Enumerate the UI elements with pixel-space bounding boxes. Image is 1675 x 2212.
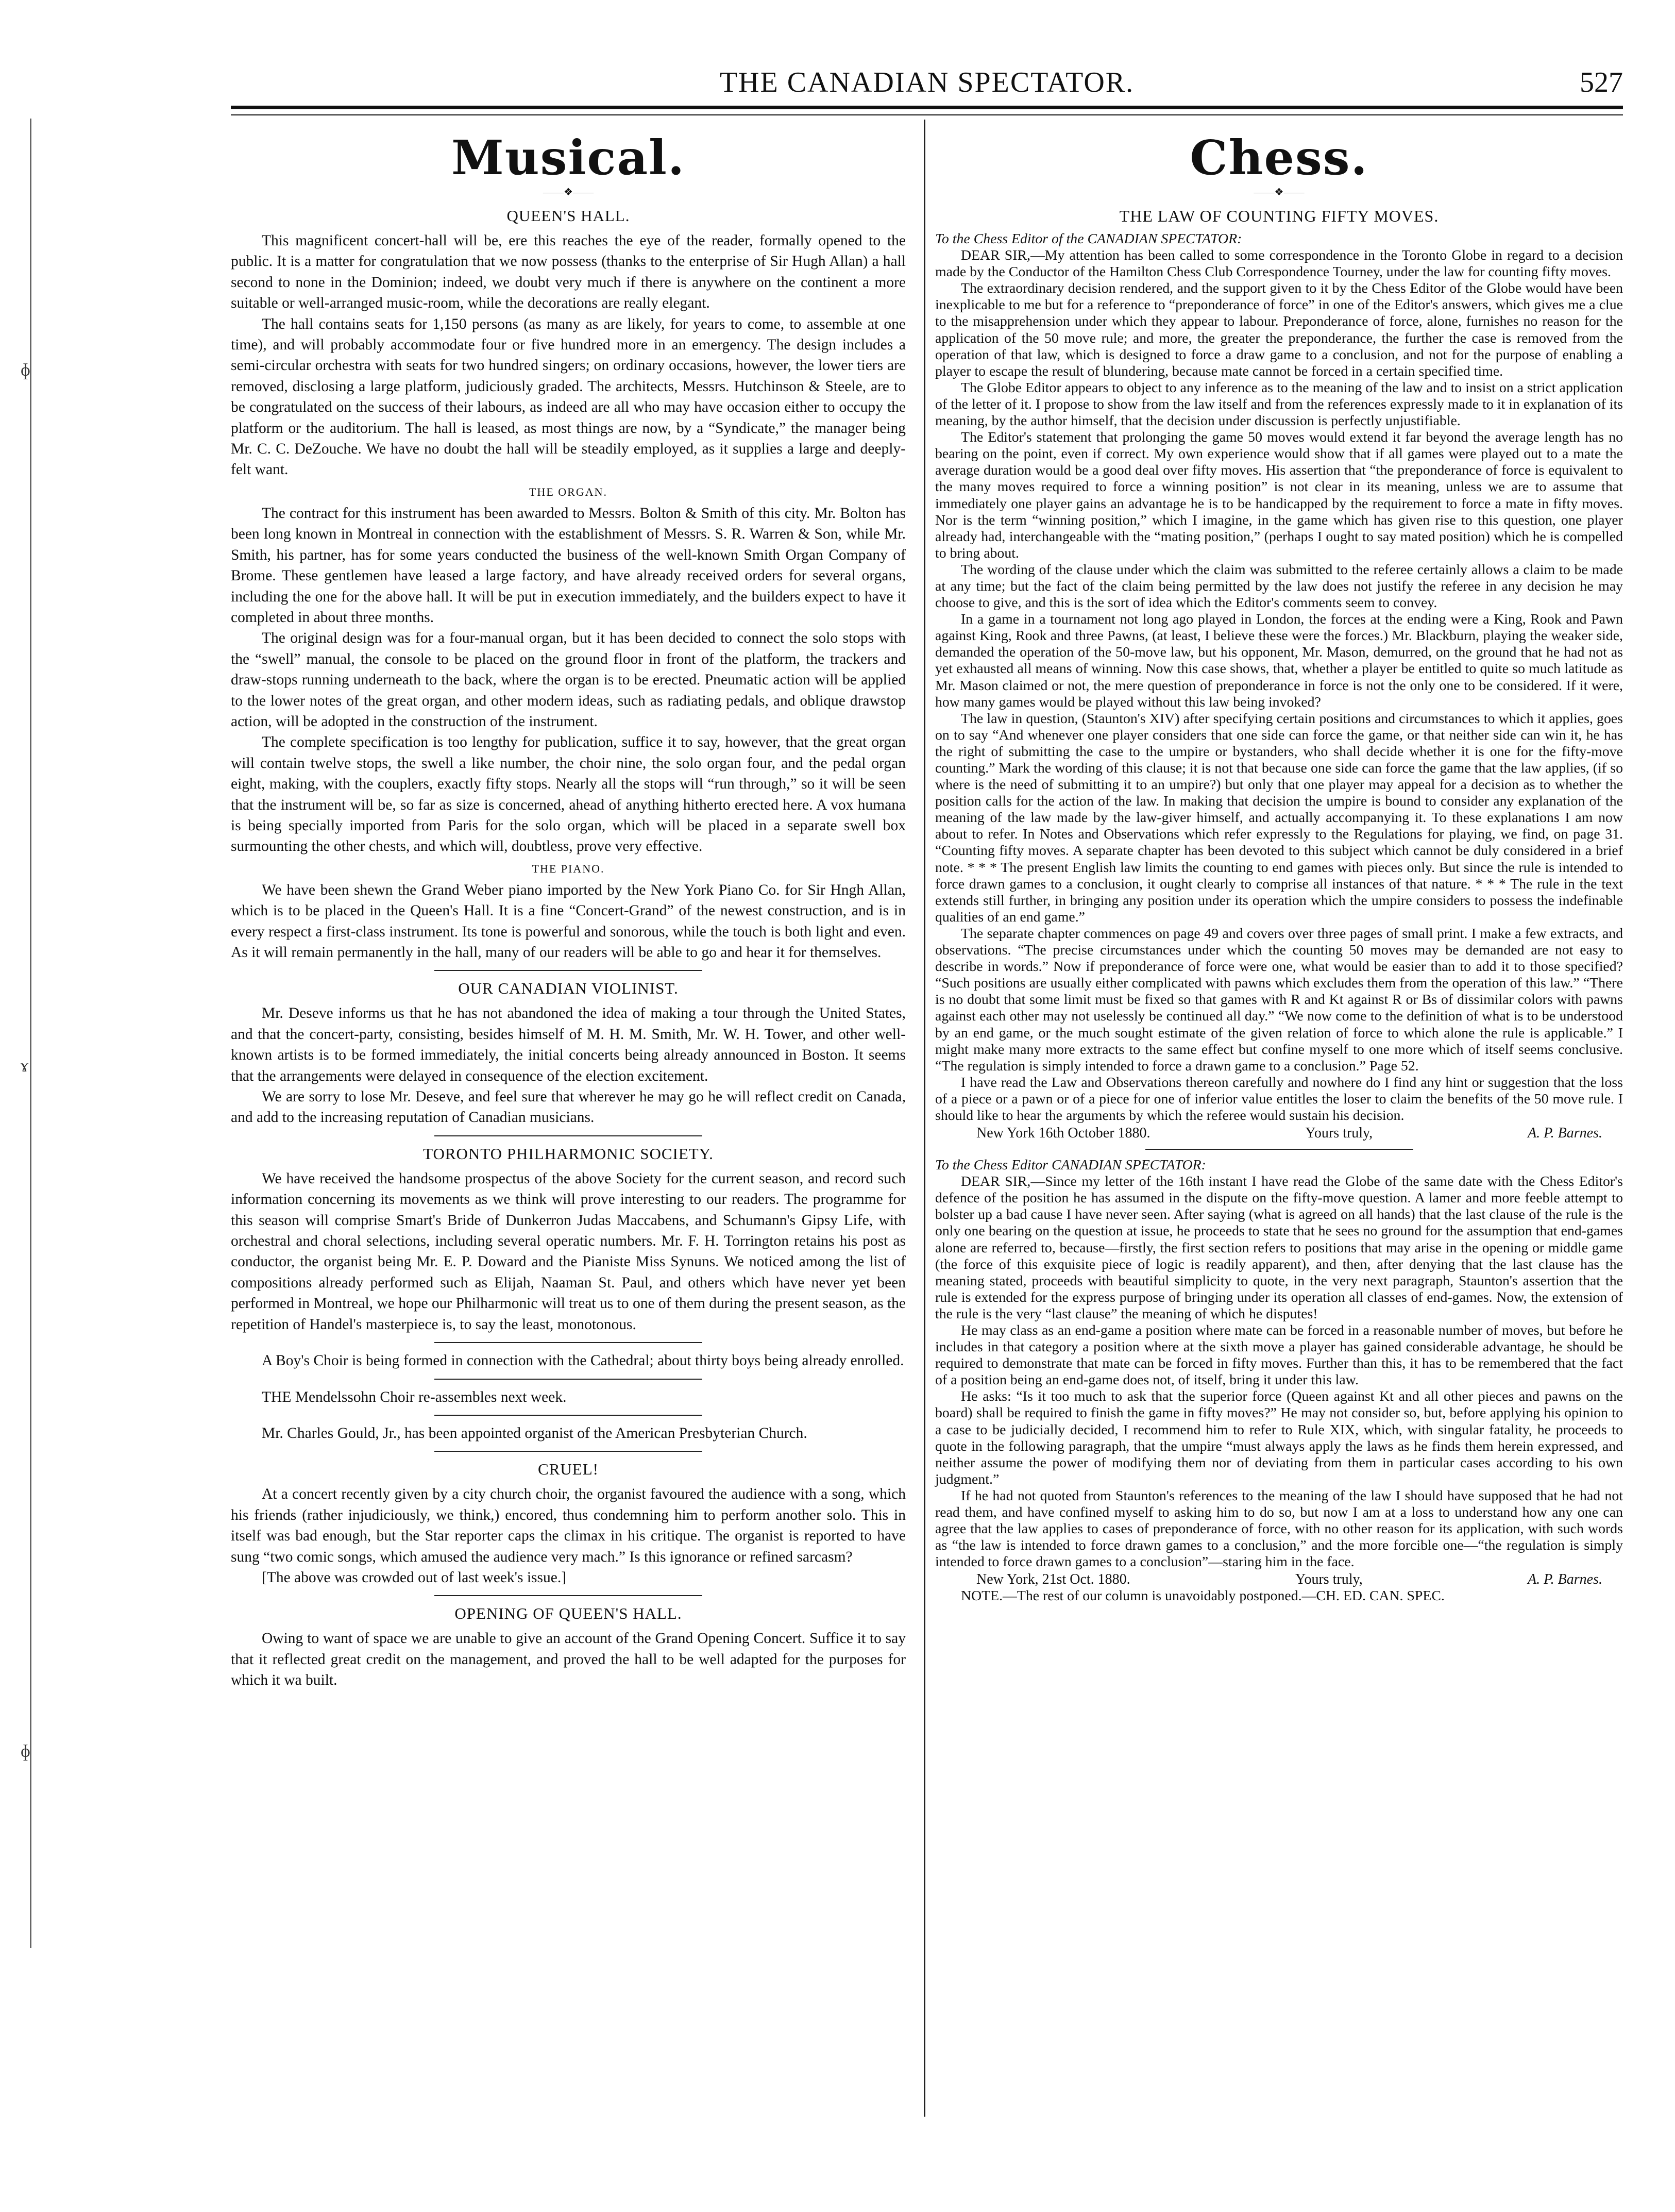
ornament: ——❖—— xyxy=(543,187,594,198)
ornament: ——❖—— xyxy=(1254,187,1305,198)
editor-note: NOTE.—The rest of our column is unavoidably postponed.—CH. ED. CAN. SPEC. xyxy=(961,1588,1445,1604)
paragraph: The Globe Editor appears to object to any inference as to the meaning of the law and to insist on a strict application of the letter of it. I propose to show from the law itself and from the references expressly made to it in explanation of its meaning, by the author himself, that the decision under discussion is perfectly unjustifiable. xyxy=(935,379,1623,429)
paragraph: The contract for this instrument has been awarded to Messrs. Bolton & Smith of this city. Mr. Bolton has been long known in Montreal in connection with the establishment of Messrs. S. R. Warren & Son, while Mr. Smith, his partner, has for some years conducted the business of the well-known Smith Organ Company of Brome. These gentlemen have leased a large factory, and have already received orders for several organs, including the one for the above hall. It will be put in execution immediately, and the builders expect to have it completed in about three months. xyxy=(231,505,906,626)
paragraph: Owing to want of space we are unable to give an account of the Grand Opening Concert. Suffice it to say that it reflected great credit on the management, and proved the hall to be well adapted for the purposes for which it wa built. xyxy=(231,1630,906,1689)
subheading: THE ORGAN. xyxy=(529,485,607,498)
paragraph: He asks: “Is it too much to ask that the superior force (Queen against Kt and all other pieces and pawns on the board) shall be required to finish the game in fifty moves?” He may not consider so, but, before applying his opinion to a case to be judicially decided, I recommend him to refer to Rule XIX, which, with singular fatality, he proceeds to quote in the following paragraph, that the umpire “must always apply the laws as he finds them herein expressed, and neither assume the power of modifying them nor of deviating from them in particular cases according to his own judgment.” xyxy=(935,1388,1623,1487)
letter-signoff xyxy=(935,1125,1623,1142)
header-rule xyxy=(231,106,1623,109)
paragraph: The hall contains seats for 1,150 persons (as many as are likely, for years to come, to assemble at one time), and will probably accommodate four or five hundred more in an emergency. The design includes a semi-circular orchestra with seats for two hundred singers; on ordinary occasions, however, the lower tiers are removed, disclosing a large platform, judiciously graded. The architects, Messrs. Hutchinson & Steele, are to be congratulated on the success of their labours, as indeed are all who may have occasion either to occupy the platform or the auditorium. The hall is leased, as most things are now, by a “Syndicate,” the manager being Mr. C. C. DeZouche. We have no doubt the hall will be steadily employed, as it supplies a large and deeply-felt want. xyxy=(231,315,906,478)
margin-mark: ɸ xyxy=(21,361,30,380)
closing: Yours truly, xyxy=(1295,1571,1363,1588)
paragraph: In a game in a tournament not long ago played in London, the forces at the ending were a King, Rook and Pawn against King, Rook and three Pawns, (at least, I believe these were the forces.) Mr. Blackburn, playing the weaker side, demanded the operation of the 50-move law, but his opponent, Mr. Mason, demurred, on the ground that he had not as yet exhausted all means of winning. Now this case shows, that, whether a player be entitled to quite so much latitude as Mr. Mason claimed or not, the mere question of preponderance in force is not the only one to be considered. If it were, how many games would be played without this law being invoked? xyxy=(935,611,1623,710)
subheading: THE PIANO. xyxy=(532,862,605,875)
masthead xyxy=(231,62,1623,103)
divider xyxy=(434,1135,702,1136)
page-number: 527 xyxy=(1580,66,1623,98)
dateline: New York, 21st Oct. 1880. xyxy=(976,1571,1130,1588)
dateline: New York 16th October 1880. xyxy=(976,1125,1150,1142)
paragraph: We have been shewn the Grand Weber piano imported by the New York Piano Co. for Sir Hngh Allan, which is to be placed in the Queen's Hall. It is a fine “Concert-Grand” of the newest construction, and is in every respect a first-class instrument. Its tone is powerful and sonorous, while the touch is both light and even. As it will remain permanently in the hall, many of our readers will be able to go and hear it for themselves. xyxy=(231,881,906,961)
header-rule-thin xyxy=(231,114,1623,115)
paragraph: The wording of the clause under which the claim was submitted to the referee certainly allows a claim to be made at any time; but the fact of the claim being permitted by the law does not justify the referee in any decision he may choose to give, and this is the sort of idea which the Editor's comments seem to convey. xyxy=(935,561,1623,611)
paragraph: We have received the handsome prospectus of the above Society for the current season, and record such information concerning its movements as we think will prove interesting to our readers. The programme for this season will comprise Smart's Bride of Dunkerron Judas Maccabens, and Schumann's Gipsy Life, with orchestral and choral selections, including several operatic numbers. Mr. F. H. Torrington retains his post as conductor, the organist being Mr. E. P. Doward and the Pianiste Miss Synuns. We noticed among the list of compositions already performed such as Elijah, Naaman St. Paul, and others which have never yet been performed in Montreal, we hope our Philharmonic will treat us to one of them during the present season, as the repetition of Handel's masterpiece is, to say the least, monotonous. xyxy=(231,1170,906,1333)
margin-mark: ɸ xyxy=(21,1742,30,1761)
section-title-musical: Musical. xyxy=(451,130,686,186)
paragraph: If he had not quoted from Staunton's references to the meaning of the law I should have supposed that he had not read them, and have confined myself to asking him to do so, but now I am at a loss to understand how any one can agree that the law applies to cases of preponderance of force, with no other reason for its application, with such words as “the law is intended to force drawn games to a conclusion,” and the more forcible one—“the regulation is simply intended to force drawn games to a conclusion”—staring him in the face. xyxy=(935,1487,1623,1570)
paragraph: The extraordinary decision rendered, and the support given to it by the Chess Editor of the Globe would have been inexplicable to me but for a reference to “preponderance of force” in one of the Editor's answers, which gives me a clue to the misapprehension under which they appear to labour. Preponderance of force, alone, furnishes no reason for the application of the 50 move rule; and more, the greater the preponderance, the further the case is removed from the operation of that law, which is designed to force a draw game to a conclusion, and not for the purpose of enabling a player to escape the result of blundering, because mate cannot be forced in a certain specified time. xyxy=(935,280,1623,379)
article-heading: CRUEL! xyxy=(538,1460,599,1479)
paragraph: I have read the Law and Observations thereon carefully and nowhere do I find any hint or suggestion that the loss of a piece or a pawn or of a piece for one of inferior value entitles the loser to claim the benefits of the 50 move rule. I should like to hear the arguments by which the referee would sustain his decision. xyxy=(935,1074,1623,1124)
divider xyxy=(434,1451,702,1452)
news-note: A Boy's Choir is being formed in connection with the Cathedral; about thirty boys being already enrolled. xyxy=(262,1352,904,1369)
divider xyxy=(434,1379,702,1380)
musical-column xyxy=(231,124,906,1691)
article-heading: OPENING OF QUEEN'S HALL. xyxy=(454,1604,682,1623)
binding-edge xyxy=(30,119,31,1948)
paragraph: The Editor's statement that prolonging the game 50 moves would extend it far beyond the average length has no bearing on the point, even if correct. My own experience would show that if all games were played out to a mate the average duration would be a good deal over fifty moves. His assertion that “the preponderance of force is equivalent to the many moves required to force a winning position” is not clear in its meaning, unless we are to assume that immediately one player gains an advantage he is to be handicapped by the requirement to force a mate in fifty moves. Nor is the term “winning position,” which I imagine, in the game which has given rise to this question, one player already had, interchangeable with the “mating position,” (perhaps I ought to say mated position) which he is compelled to bring about. xyxy=(935,429,1623,561)
paragraph: We are sorry to lose Mr. Deseve, and feel sure that wherever he may go he will reflect credit on Canada, and add to the increasing reputation of Canadian musicians. xyxy=(231,1088,906,1126)
article-heading: TORONTO PHILHARMONIC SOCIETY. xyxy=(423,1144,714,1163)
divider xyxy=(434,1415,702,1416)
paragraph: At a concert recently given by a city church choir, the organist favoured the audience with a song, which his friends (rather injudiciously, we think,) encored, thus condemning him to perform another solo. This in itself was bad enough, but the Star reporter caps the climax in his critique. The organist is reported to have sung “two comic songs, which amused the audience very mach.” Is this ignorance or refined sarcasm? xyxy=(231,1486,906,1565)
closing: Yours truly, xyxy=(1305,1125,1373,1142)
letter-addressee: To the Chess Editor of the CANADIAN SPECTATOR: xyxy=(935,231,1242,247)
paragraph: The original design was for a four-manual organ, but it has been decided to connect the solo stops with the “swell” manual, the console to be placed on the ground floor in front of the platform, the trackers and draw-stops running underneath to the back, where the organ is to be erected. Pneumatic action will be applied to the lower notes of the great organ, and other modern ideas, such as radiating pedals, and oblique drawstop action, will be adopted in the construction of the instrument. xyxy=(231,630,906,730)
chess-column xyxy=(935,124,1623,1605)
letter-signoff xyxy=(935,1571,1623,1588)
article-heading: QUEEN'S HALL. xyxy=(506,207,630,225)
news-note: Mr. Charles Gould, Jr., has been appointed organist of the American Presbyterian Church. xyxy=(262,1425,807,1442)
section-title-chess: Chess. xyxy=(1190,130,1368,186)
article-heading: OUR CANADIAN VIOLINIST. xyxy=(458,979,679,998)
paragraph: The law in question, (Staunton's XIV) after specifying certain positions and circumstances to which it applies, goes on to say “And whenever one player considers that one side can force the game, or that neither side can win it, he has the right of submitting the case to the umpire or bystanders, who shall decide whether it is one for the fifty-move counting.” Mark the wording of this clause; it is not that because one side can force the game that the law applies, (if so where is the need of submitting it to an umpire?) but only that one player may appeal for a decision as to whether the position calls for the action of the law. In making that decision the umpire is bound to consider any explanation of the meaning of the law made by the law-giver himself, and actually accompanying it. To these explanations I am now about to refer. In Notes and Observations which refer expressly to the Regulations for playing, we find, on page 31. “Counting fifty moves. A separate chapter has been devoted to this subject which cannot be duly considered in a brief note. * * * The present English law limits the counting to end games with pieces only. But since the rule is intended to force drawn games to a conclusion, it ought clearly to comprise all instances of that nature. * * * The rule in the text extends still further, in bringing any position under its operation which the umpire considers to possess the indefinable qualities of an end game.” xyxy=(935,710,1623,925)
publication-title: THE CANADIAN SPECTATOR. xyxy=(719,66,1135,98)
paragraph: Mr. Deseve informs us that he has not abandoned the idea of making a tour through the United States, and that the concert-party, consisting, besides himself of M. H. M. Smith, Mr. W. H. Tower, and other well-known artists is to be formed immediately, the initial concerts being already announced in Boston. It seems that the arrangements were delayed in consequence of the election excitement. xyxy=(231,1005,906,1084)
divider xyxy=(1145,1149,1413,1150)
divider xyxy=(434,1595,702,1596)
paragraph: DEAR SIR,—Since my letter of the 16th instant I have read the Globe of the same date with the Chess Editor's defence of the position he has assumed in the dispute on the fifty-move question. A lamer and more feeble attempt to bolster up a bad cause I have never seen. After saying (what is agreed on all hands) that the last clause of the rule is the only one bearing on the question at issue, he proceeds to state that he sees no ground for the assumption that end-games alone are referred to, because—firstly, the first section refers to positions that may arise in the opening or middle game (the force of this exquisite piece of logic is readily apparent), and then, after denying that the last clause has the meaning stated, proceeds with beautiful simplicity to quote, in the very next paragraph, Staunton's assertion that the rule is extended for the express purpose of bringing under its operation all classes of end-games. Now, the extension of the rule is the very “last clause” the meaning of which he disputes! xyxy=(935,1174,1623,1322)
paragraph: The separate chapter commences on page 49 and covers over three pages of small print. I make a few extracts, and observations. “The precise circumstances under which the counting 50 moves may be demanded are not easy to describe in words.” Now if preponderance of force were one, what would be easier than to add it to those specified? “Such positions are usually either complicated with pawns which excludes them from the operation of this law.” “There is no doubt that some limit must be fixed so that games with R and Kt against R or Bs of dissimilar colors with pawns against each other may not uselessly be continued all day.” “We now come to the definition of what is to be understood by an end game, or the much sought estimate of the given relation of force to which alone the rule is applicable.” I might make many more extracts to the same effect but confine myself to one more which of itself seems conclusive. “The regulation is simply intended to force a drawn game to a conclusion.” Page 52. xyxy=(935,925,1623,1074)
news-note: THE Mendelssohn Choir re-assembles next week. xyxy=(262,1388,567,1405)
signature: A. P. Barnes. xyxy=(1528,1571,1602,1588)
column-divider xyxy=(924,120,925,2117)
divider xyxy=(434,970,702,971)
divider xyxy=(434,1342,702,1343)
letter-addressee: To the Chess Editor CANADIAN SPECTATOR: xyxy=(935,1157,1206,1174)
margin-mark: ɤ xyxy=(21,1057,29,1076)
paragraph: He may class as an end-game a position where mate can be forced in a reasonable number of moves, but before he includes in that category a position where at the sixth move a player has gained considerable advantage, he should be required to demonstrate that mate can be forced in fifty moves. Further than this, it has to be remembered that the fact of a position being an end-game does not, of itself, bring it under this law. xyxy=(935,1322,1623,1388)
paragraph: The complete specification is too lengthy for publication, suffice it to say, however, that the great organ will contain twelve stops, the swell a like number, the choir nine, the solo organ four, and the pedal organ eight, making, with the couplers, exactly fifty stops. Nearly all the stops will “run through,” so it will be seen that the instrument will be, so far as size is concerned, ahead of anything hitherto erected here. A vox humana is being specially imported from Paris for the solo organ, which will be placed in a separate swell box surmounting the other chests, and which will, doubtless, prove very effective. xyxy=(231,734,906,855)
paragraph: This magnificent concert-hall will be, ere this reaches the eye of the reader, formally opened to the public. It is a matter for congratulation that we now possess (thanks to the enterprise of Sir Hugh Allan) a hall second to none in the Dominion; indeed, we doubt very much if there is anywhere on the continent a more suitable or well-arranged music-room, while the decorations are really elegant. xyxy=(231,232,906,312)
paragraph: DEAR SIR,—My attention has been called to some correspondence in the Toronto Globe in regard to a decision made by the Conductor of the Hamilton Chess Club Correspondence Tourney, under the law for counting fifty moves. xyxy=(935,247,1623,280)
signature: A. P. Barnes. xyxy=(1528,1125,1602,1142)
paragraph: [The above was crowded out of last week's issue.] xyxy=(262,1569,567,1586)
article-heading: THE LAW OF COUNTING FIFTY MOVES. xyxy=(1119,207,1439,225)
